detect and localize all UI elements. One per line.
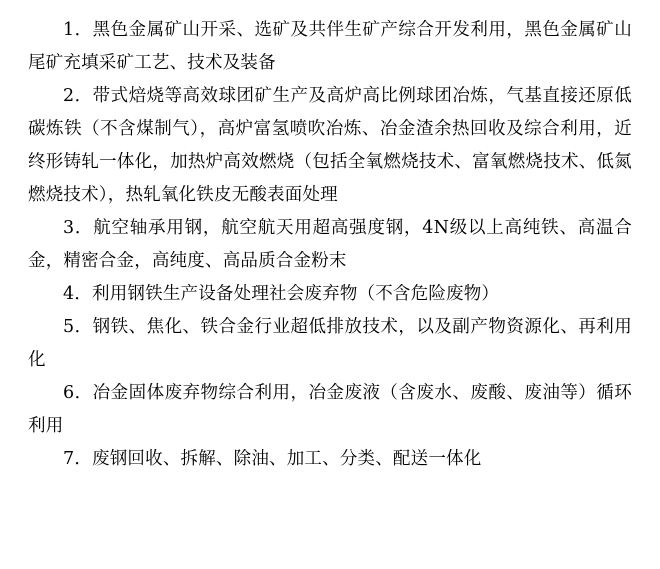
list-item: 6．冶金固体废弃物综合利用，冶金废液（含废水、废酸、废油等）循环利用 [28, 383, 632, 436]
list-item: 3．航空轴承用钢，航空航天用超高强度钢，4N级以上高纯铁、高温合金，精密合金，高纯度、高品质合金粉末 [28, 218, 632, 271]
list-item: 7．废钢回收、拆解、除油、加工、分类、配送一体化 [63, 449, 482, 469]
list-item: 4．利用钢铁生产设备处理社会废弃物（不含危险废物） [63, 284, 500, 304]
list-item: 5．钢铁、焦化、铁合金行业超低排放技术，以及副产物资源化、再利用化 [28, 317, 632, 370]
list-item: 2．带式焙烧等高效球团矿生产及高炉高比例球团冶炼，气基直接还原低碳炼铁（不含煤制气），高炉富氢喷吹冶炼、冶金渣余热回收及综合利用，近终形铸轧一体化，加热炉高效燃烧（包括全氧燃烧技术、富氧燃烧技术、低氮燃烧技术），热轧氧化铁皮无酸表面处理 [28, 86, 632, 205]
list-item: 1．黑色金属矿山开采、选矿及共伴生矿产综合开发利用，黑色金属矿山尾矿充填采矿工艺、技术及装备 [28, 20, 632, 73]
